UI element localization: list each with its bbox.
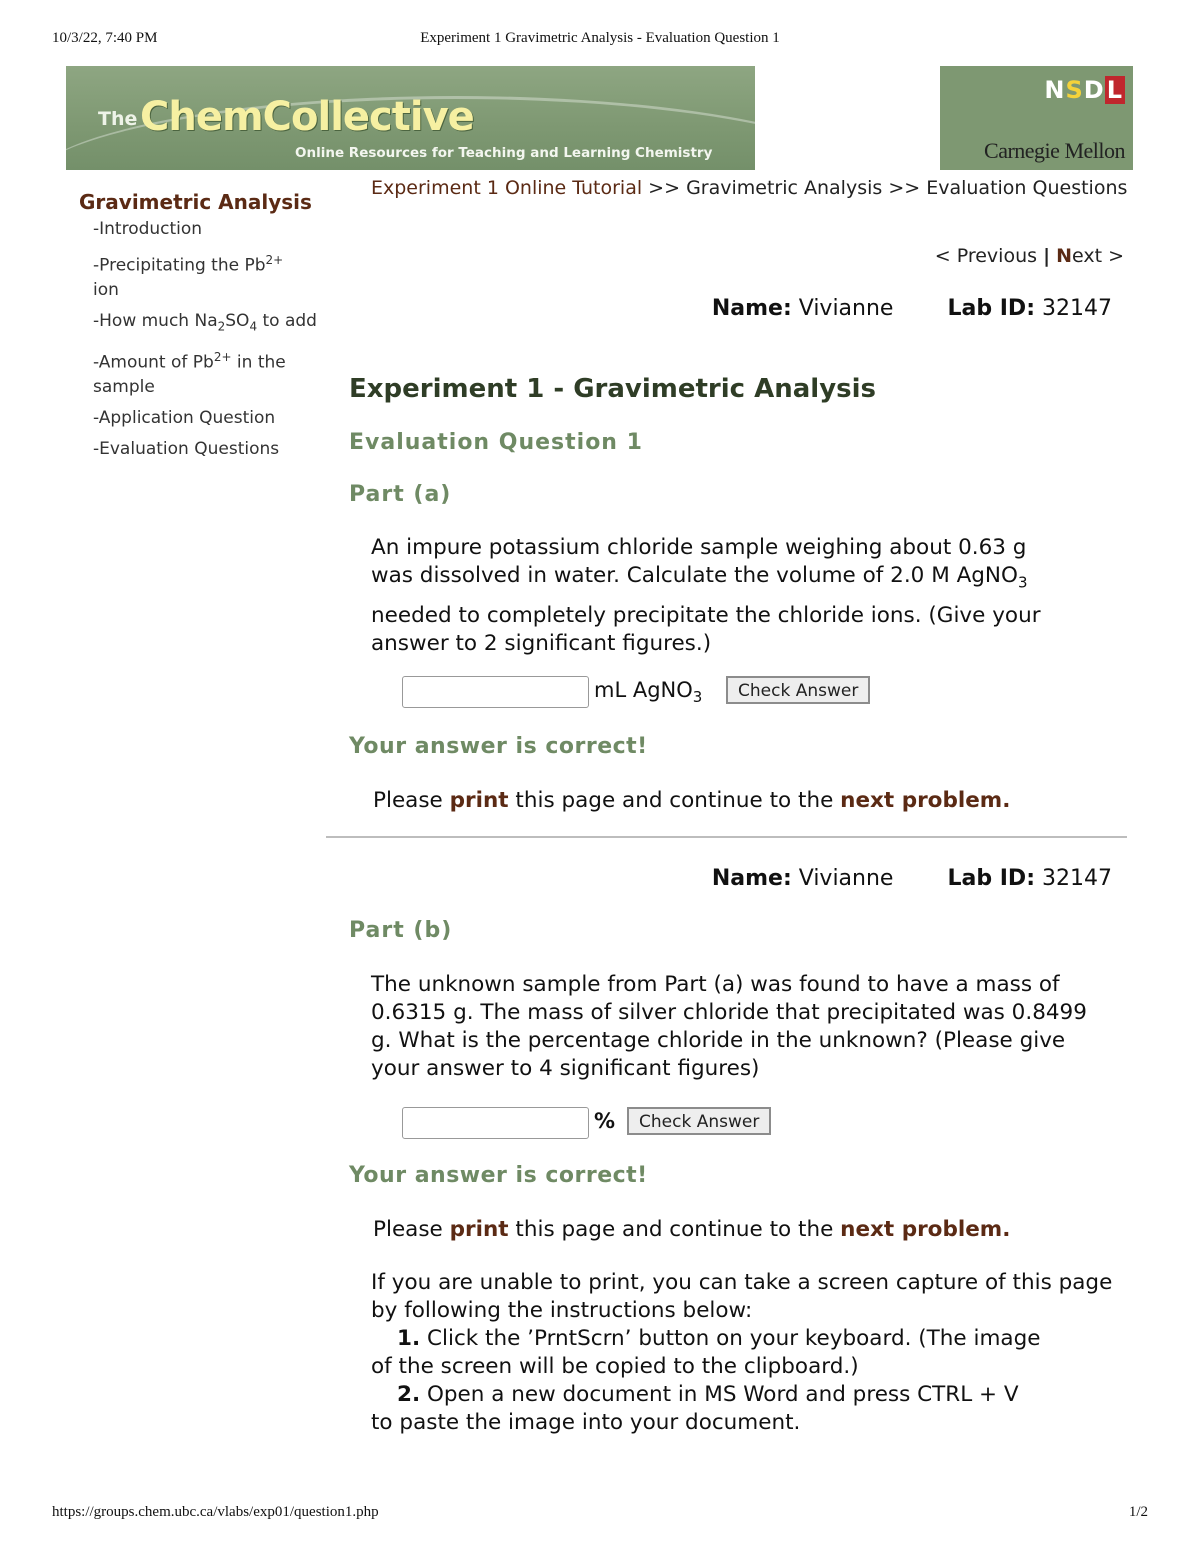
sidebar-item-label: -Precipitating the Pb: [93, 255, 266, 276]
part-b-answer-row: [402, 1107, 782, 1139]
print-url: https://groups.chem.ubc.ca/vlabs/exp01/question1.php: [52, 1504, 379, 1520]
step-number: 2.: [397, 1382, 421, 1407]
instruction-step-1-cont: of the screen will be copied to the clipboard.): [371, 1354, 859, 1379]
question-heading: Evaluation Question 1: [349, 430, 643, 455]
carnegie-mellon-logo[interactable]: Carnegie Mellon: [984, 138, 1125, 163]
nsdl-letter: S: [1065, 76, 1084, 104]
formula-subscript: 4: [249, 319, 258, 334]
part-a-unit: [594, 678, 702, 706]
sidebar-item-label: -How much Na: [93, 310, 218, 331]
step-number: 1.: [397, 1326, 421, 1351]
page-title: Experiment 1 - Gravimetric Analysis: [349, 374, 877, 404]
part-b-print-prompt: [373, 1217, 1010, 1242]
sidebar-item-label: ion: [93, 279, 119, 300]
print-title: Experiment 1 Gravimetric Analysis - Evaluation Question 1: [420, 30, 780, 46]
breadcrumb-separator: >>: [648, 177, 681, 199]
prompt-text: Please: [373, 788, 443, 813]
breadcrumb-separator: >>: [888, 177, 921, 199]
part-a-check-answer-button[interactable]: Check Answer: [726, 676, 870, 704]
student-name: Vivianne: [798, 866, 894, 891]
sidebar-item-label: to add: [262, 310, 317, 331]
part-b-unit: %: [594, 1109, 616, 1133]
instructions-intro: If you are unable to print, you can take a screen capture of this page by following the instructions below:: [371, 1270, 1113, 1323]
pager-separator: |: [1043, 245, 1051, 267]
student-info-row: [712, 866, 1112, 891]
prompt-text: Please: [373, 1217, 443, 1242]
instruction-step-2-cont: to paste the image into your document.: [371, 1410, 801, 1435]
part-a-answer-row: [402, 676, 882, 708]
sidebar-item-amount[interactable]: [93, 345, 319, 399]
sidebar-item-how-much[interactable]: [93, 309, 319, 338]
sidebar-item-label: in the sample: [93, 352, 286, 397]
next-problem-link[interactable]: next problem.: [840, 1217, 1011, 1242]
sidebar-nav: [79, 190, 319, 468]
sidebar-item-label: SO: [225, 310, 250, 331]
student-info-row: [712, 296, 1112, 321]
part-b-check-answer-button[interactable]: Check Answer: [627, 1107, 771, 1135]
instruction-step-2: [371, 1381, 1116, 1409]
sidebar-item-application[interactable]: [93, 406, 319, 430]
print-page-number: 1/2: [1128, 1504, 1148, 1520]
step-text: Open a new document in MS Word and press CTRL + V: [426, 1382, 1019, 1407]
nsdl-letter: N: [1044, 76, 1066, 104]
breadcrumb: [371, 176, 1131, 200]
student-name: Vivianne: [798, 296, 894, 321]
part-b-answer-input[interactable]: [402, 1107, 589, 1139]
banner-tagline: Online Resources for Teaching and Learning Chemistry: [295, 145, 713, 161]
question-text: needed to completely precipitate the chloride ions. (Give your answer to 2 significant figures.): [371, 603, 1041, 657]
sidebar-item-label: -Evaluation Questions: [93, 438, 280, 459]
question-text: An impure potassium chloride sample weighing about 0.63 g: [371, 535, 1027, 560]
previous-link[interactable]: < Previous: [934, 245, 1038, 267]
lab-id-label: Lab ID:: [947, 296, 1035, 321]
unit-text: mL AgNO: [594, 678, 693, 702]
breadcrumb-middle: Gravimetric Analysis: [686, 177, 883, 199]
lab-id-value: 32147: [1042, 296, 1112, 321]
nsdl-letter: D: [1083, 76, 1105, 104]
next-problem-link[interactable]: next problem.: [840, 788, 1011, 813]
part-a-question: [371, 534, 1111, 658]
instruction-step-1: [371, 1325, 1116, 1353]
pager: [935, 245, 1124, 267]
prompt-text: this page and continue to the: [515, 788, 834, 813]
next-link-initial: N: [1056, 245, 1072, 267]
sidebar-item-introduction[interactable]: [93, 217, 319, 241]
partner-logos: [940, 66, 1133, 170]
sidebar-item-label: -Introduction: [93, 219, 203, 239]
sidebar-item-label: -Application Question: [93, 407, 276, 428]
next-link[interactable]: [1056, 245, 1124, 267]
lab-id-value: 32147: [1042, 866, 1112, 891]
section-divider: [326, 836, 1127, 838]
print-header: [52, 30, 1148, 50]
part-a-feedback: Your answer is correct!: [349, 734, 648, 759]
part-b-feedback: Your answer is correct!: [349, 1163, 648, 1188]
name-label: Name:: [711, 866, 792, 891]
print-link[interactable]: print: [449, 1217, 509, 1242]
chemcollective-banner[interactable]: [66, 66, 755, 170]
formula-subscript: 3: [692, 688, 703, 707]
formula-subscript: 3: [1017, 573, 1028, 592]
part-a-heading: Part (a): [349, 482, 452, 507]
sidebar-heading[interactable]: Gravimetric Analysis: [79, 190, 312, 214]
banner-prefix: The: [98, 108, 138, 130]
breadcrumb-current: Evaluation Questions: [926, 177, 1128, 199]
sidebar-item-precipitating[interactable]: [93, 248, 319, 302]
question-text: was dissolved in water. Calculate the volume of 2.0 M AgNO: [371, 563, 1018, 588]
banner-logo-text: ChemCollective: [140, 94, 474, 140]
charge-superscript: 2+: [265, 253, 284, 267]
breadcrumb-link-tutorial[interactable]: Experiment 1 Online Tutorial: [371, 177, 643, 199]
screen-capture-instructions: [371, 1269, 1116, 1437]
name-label: Name:: [711, 296, 792, 321]
print-link[interactable]: print: [449, 788, 509, 813]
nsdl-logo[interactable]: [1044, 76, 1125, 104]
print-footer: [52, 1504, 1148, 1524]
print-datetime: 10/3/22, 7:40 PM: [52, 30, 158, 46]
sidebar-item-evaluation[interactable]: [93, 437, 319, 461]
part-b-heading: Part (b): [349, 918, 453, 943]
part-a-print-prompt: [373, 788, 1010, 813]
part-b-question: The unknown sample from Part (a) was found to have a mass of 0.6315 g. The mass of silver chloride that precipitated was 0.8499 g. What is the percentage chloride in the unknown? (Please give your answer to 4 significant figures): [371, 972, 1087, 1081]
prompt-text: this page and continue to the: [515, 1217, 834, 1242]
charge-superscript: 2+: [213, 350, 232, 365]
part-a-answer-input[interactable]: [402, 676, 589, 708]
nsdl-letter: L: [1106, 76, 1123, 104]
lab-id-label: Lab ID:: [947, 866, 1035, 891]
step-text: Click the ’PrntScrn’ button on your keyboard. (The image: [426, 1326, 1041, 1351]
sidebar-item-label: -Amount of Pb: [93, 352, 214, 373]
next-link-rest: ext >: [1071, 245, 1124, 267]
formula-subscript: 2: [217, 319, 226, 334]
